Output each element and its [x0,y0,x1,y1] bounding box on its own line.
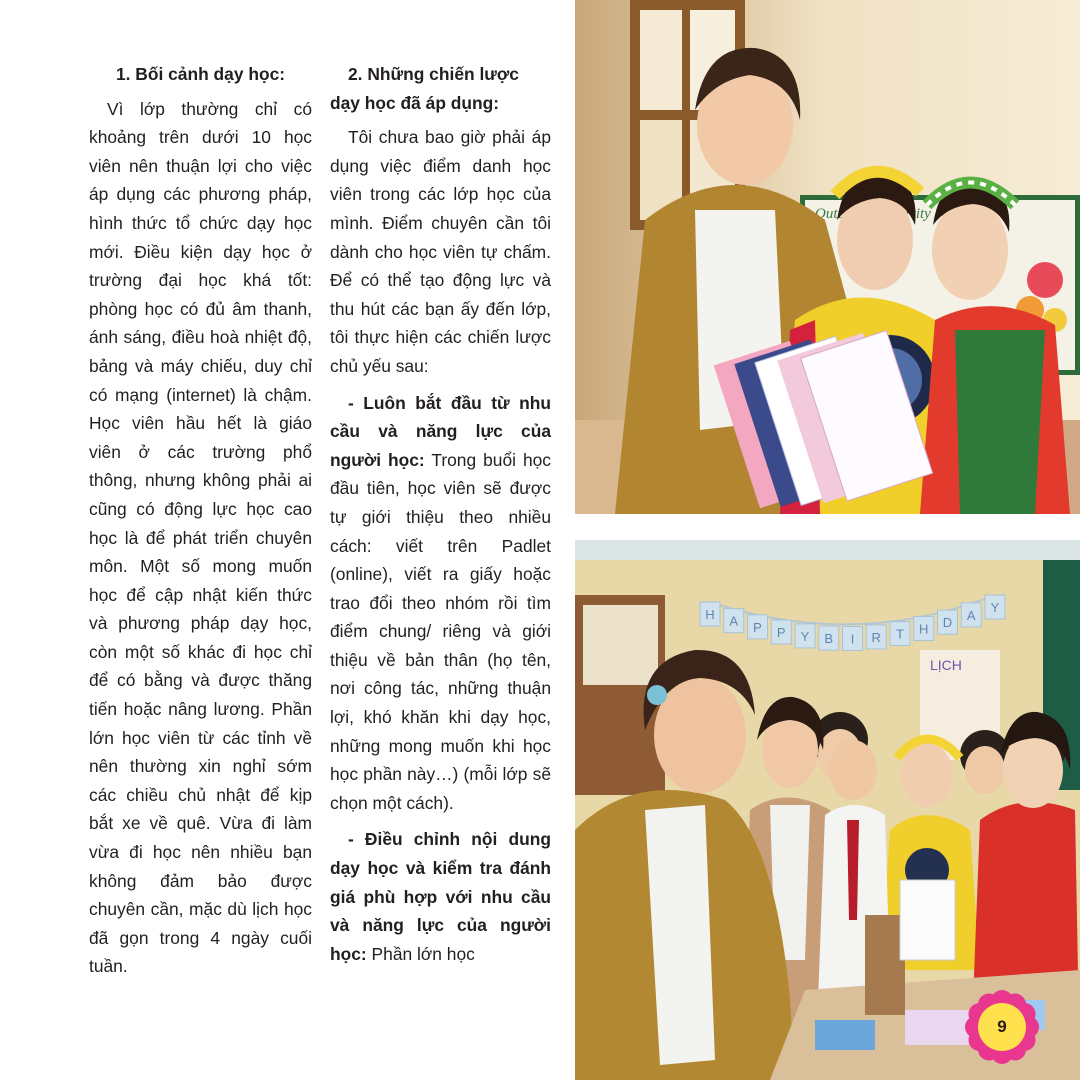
strategy-1-text: Trong buổi học đầu tiên, học viên sẽ được tự giới thiệu theo nhiều cách: viết trên Padlet (online), viết ra giấy hoặc trao đổi theo nhóm rồi tìm điểm chung/ riêng và giới thiệu về bản thân (họ tên, nơi công tác, những thuận lợi, khó khăn khi dạy học, những mong muốn khi học học phần này…) (mỗi lớp sẽ chọn một cách). [330,449,551,813]
banner-letter: P [753,619,762,635]
strategy-2-title: - Điều chỉnh nội dung dạy học và kiểm tra đánh giá phù hợp với nhu cầu và năng lực của người học: [330,829,551,964]
banner-letter: Y [990,600,1000,615]
page-number: 9 [997,1017,1007,1036]
banner-letter: B [824,631,834,647]
board-text: activity [886,206,931,222]
banner-letter: A [966,607,976,623]
strategy-1-title: - Luôn bắt đầu từ nhu cầu và năng lực của người học: [330,392,551,470]
banner-letter: T [896,626,904,642]
banner-letter: I [850,631,855,647]
strategy-2-text: Phần lớn học [366,943,475,964]
context-paragraph: Vì lớp thường chỉ có khoảng trên dưới 10 học viên nên thuận lợi cho việc áp dụng các phương pháp, hình thức tổ chức dạy học mới. Điều kiện dạy học ở trường đại học khá tốt: phòng học có đủ âm thanh, ánh sáng, điều hoà nhiệt độ, bảng và máy chiếu, duy chỉ có mạng (internet) là chậm. Học viên hầu hết là giáo viên ở các trường phổ thông, nhưng không phải ai cũng có động lực học cao học là để phát triển chuyên môn. Một số mong muốn học để cập nhật kiến thức và phương pháp dạy học, còn một số khác đi học chỉ để có bằng và được thăng tiến hoặc nâng lương. Phần lớn học viên từ các tỉnh về nên thường xin nghỉ sớm các chiều chủ nhật để kịp bắt xe về quê. Vừa đi làm vừa đi học nên nhiều bạn không đảm bảo được chuyên cần, mặc dù lịch học đã gọn trong 4 ngày cuối tuần. [89,98,312,977]
strategy-2 [330,825,551,968]
banner-letter: A [729,613,739,629]
strategies-intro: Tôi chưa bao giờ phải áp dụng việc điểm danh học viên trong các lớp học của mình. Điểm chuyên cần tôi dành cho học viên tự chấm. Để có thể tạo động lực và thu hút các bạn ấy đến lớp, tôi thực hiện các chiến lược chủ yếu sau: [330,127,551,376]
classroom-photo-top [575,0,1080,514]
banner-letter: Y [800,628,810,644]
strategy-1 [330,389,551,818]
section-heading-context: 1. Bối cảnh dạy học: [115,64,286,84]
poster-title: LỊCH [930,657,962,673]
banner-letter: D [942,615,953,631]
photo-teacher-with-students [575,0,1080,514]
banner-letter: P [776,625,786,641]
text-column-1 [89,60,312,989]
banner-letter: H [919,621,929,637]
banner-letter: H [705,607,715,622]
section-heading-strategies: 2. Những chiến lược dạy học đã áp dụng: [330,64,519,113]
text-column-2 [330,60,551,976]
banner-letter: R [871,629,881,645]
